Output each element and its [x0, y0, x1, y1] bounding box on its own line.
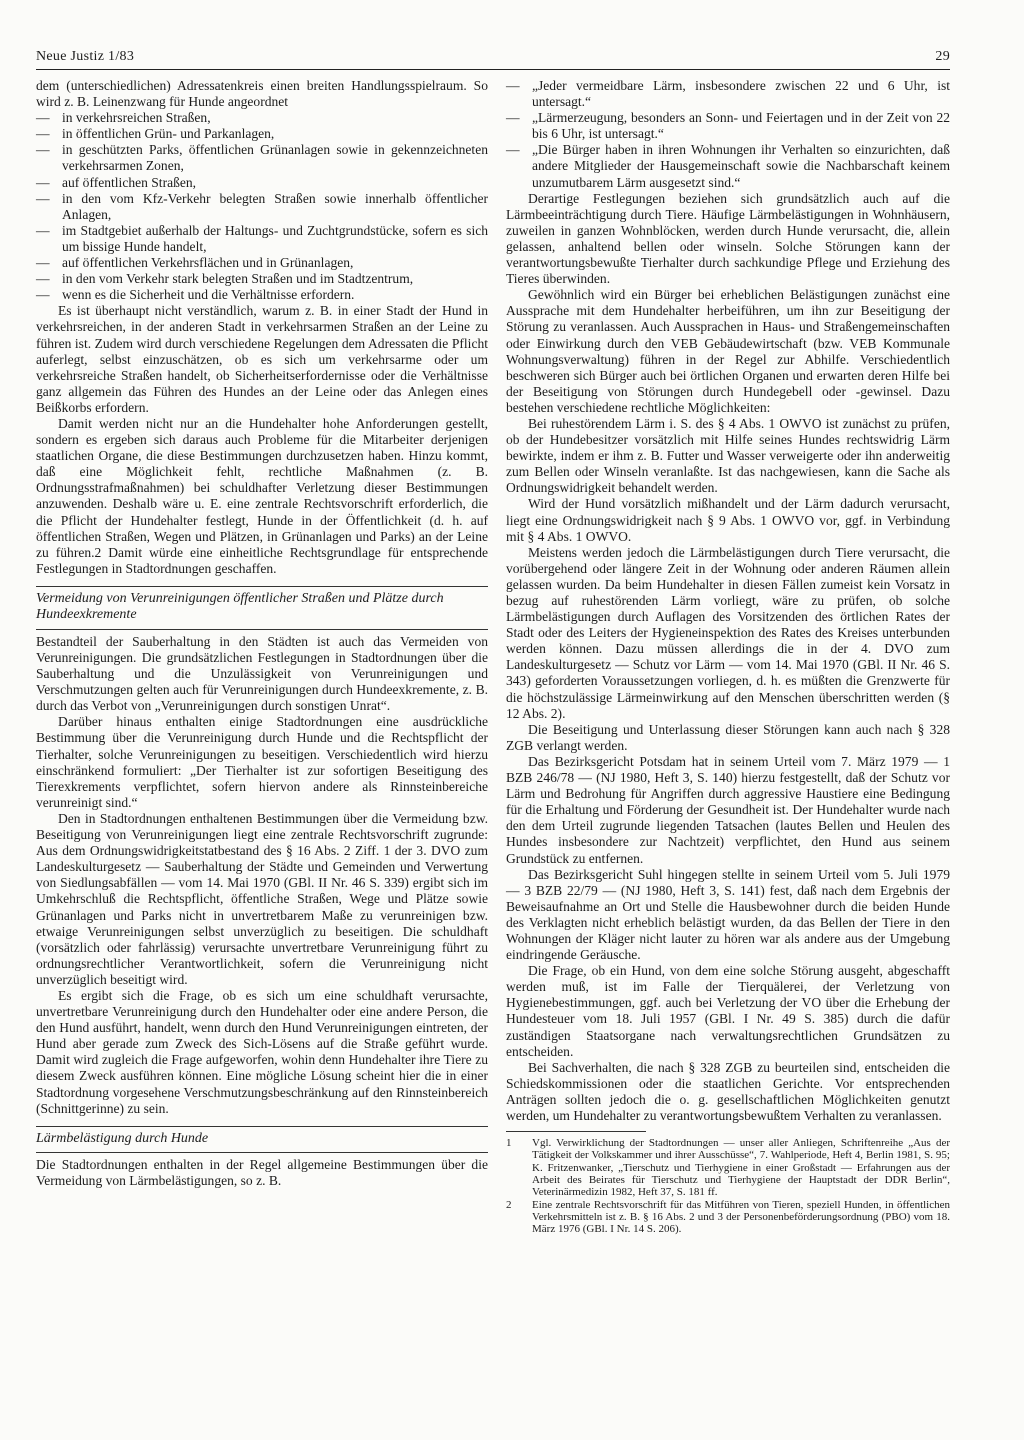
paragraph: Derartige Festlegungen beziehen sich grundsätzlich auch auf die Lärmbeeinträchtigung durch Tiere. Häufige Lärmbelästigungen in Wohnhäusern, zuweilen in ganzen Wohnblöcken, werden durch Hunde verursacht, die, allein gelassen, anhaltend bellen oder winseln. Solche Störungen kann der verantwortungsbewußte Tierhalter durch sachkundige Pflege und Erziehung des Tieres überwinden. — [506, 190, 950, 287]
list-item: — in den vom Verkehr stark belegten Straßen und im Stadtzentrum, — [36, 271, 488, 287]
list-item: — in verkehrsreichen Straßen, — [36, 110, 488, 126]
footnote-number: 2 — [506, 1198, 512, 1211]
page-number: 29 — [935, 49, 950, 64]
journal-title: Neue Justiz 1/83 — [36, 49, 135, 64]
header-rule — [36, 69, 950, 70]
noise-quotes-list — [506, 78, 950, 191]
footnote-text: Vgl. Verwirklichung der Stadtordnungen — unser aller Anliegen, Schriftenreihe „Aus der Tätigkeit der Volkskammer und ihrer Ausschüsse“, 7. Wahlperiode, Heft 4, Berlin 1981, S. 95; K. Fritzenwanker, „Tierschutz und Tierhygiene in einer Großstadt — Erfahrungen aus der Arbeit des Beirates für Tierschutz und Tierhygiene der Hauptstadt der DDR Berlin“, Veterinärmedizin 1982, Heft 37, S. 181 ff. — [532, 1137, 950, 1199]
section-heading: Lärmbelästigung durch Hunde — [36, 1126, 488, 1154]
paragraph: Es ergibt sich die Frage, ob es sich um eine schuldhaft verursachte, unvertretbare Verunreinigung durch den Hundehalter oder eine andere Person, die den Hund ausführt, handelt, wenn durch den Hund Verunreinigungen eintreten, der Hund aber gerade zum Zweck des Sich-Lösens auf die Straße geführt wurde. Damit wird zugleich die Frage aufgeworfen, wohin denn Hundehalter ihre Tiere zu diesem Zweck ausführen können. Eine mögliche Lösung scheint hier die in einer Stadtordnung vorgesehene Verschmutzungsbeschränkung auf den Rinnsteinbereich (Schnittgerinne) zu sein. — [36, 987, 488, 1116]
right-column — [506, 78, 950, 1235]
footnote-text: Eine zentrale Rechtsvorschrift für das Mitführen von Tieren, speziell Hunden, in öffentlichen Verkehrsmitteln ist z. B. § 16 Abs. 2 und 3 der Personenbeförderungsordnung (PBO) vom 18. März 1976 (GBl. I Nr. 14 S. 206). — [532, 1198, 950, 1236]
paragraph: Bei ruhestörendem Lärm i. S. des § 4 Abs. 1 OWVO ist zunächst zu prüfen, ob der Hundebesitzer vorsätzlich mit Hilfe seines Hundes rechtswidrig Lärm bewirkte, indem er ihm z. B. Futter und Wasser verweigerte oder ihn anderweitig zum Bellen oder Winseln veranlaßte. Ist das nachgewiesen, kann die Sache als Ordnungswidrigkeit behandelt werden. — [506, 415, 950, 496]
list-item: — in den vom Kfz-Verkehr belegten Straßen sowie innerhalb öffentlicher Anlagen, — [36, 191, 488, 223]
list-item: — „Jeder vermeidbare Lärm, insbesondere zwischen 22 und 6 Uhr, ist untersagt.“ — [506, 78, 950, 110]
paragraph: Bestandteil der Sauberhaltung in den Städten ist auch das Vermeiden von Verunreinigungen. Die grundsätzlichen Festlegungen in Stadtordnungen über die Sauberhaltung und die Unzulässigkeit von Verunreinigungen und Verschmutzungen gelten auch für Verunreinigungen durch Hundeexkremente, z. B. durch das Verbot von „Verunreinigungen durch sonstigen Unrat“. — [36, 633, 488, 714]
list-item: — „Lärmerzeugung, besonders an Sonn- und Feiertagen und in der Zeit von 22 bis 6 Uhr, ist untersagt.“ — [506, 110, 950, 142]
list-item: — auf öffentlichen Straßen, — [36, 175, 488, 191]
paragraph: Darüber hinaus enthalten einige Stadtordnungen eine ausdrückliche Bestimmung über die Verunreinigung durch Hunde und die Rechtspflicht der Tierhalter, solche Verunreinigungen zu beseitigen. Verschiedentlich wird hierzu einschränkend formuliert: „Der Tierhalter ist zur sofortigen Beseitigung des Tierexkrements verpflichtet, sofern hiervon andere als Rinnsteinbereiche verunreinigt sind.“ — [36, 714, 488, 810]
paragraph: Es ist überhaupt nicht verständlich, warum z. B. in einer Stadt der Hund in verkehrsreichen, in der anderen Stadt in verkehrsarmen Straßen an der Leine zu führen ist. Zudem wird durch verschiedene Regelungen dem Adressaten die Pflicht auferlegt, selbst einzuschätzen, ob es sich um verkehrsarme oder um verkehrsreiche Straßen handelt, ob Sicherheitserfordernisse oder die Verhältnisse ganz allgemein das Führen des Hundes an der Leine oder das Anlegen eines Beißkorbs erfordern. — [36, 303, 488, 415]
section-heading: Vermeidung von Verunreinigungen öffentlicher Straßen und Plätze durch Hundeexkremente — [36, 586, 488, 630]
paragraph: Den in Stadtordnungen enthaltenen Bestimmungen über die Vermeidung bzw. Beseitigung von Verunreinigungen liegt eine zentrale Rechtsvorschrift zugrunde: Aus dem Ordnungswidrigkeitstatbestand des § 16 Abs. 2 Ziff. 1 der 3. DVO zum Landeskulturgesetz — Sauberhaltung der Städte und Gemeinden und Verwertung von Siedlungsabfällen — vom 14. Mai 1970 (GBl. II Nr. 46 S. 339) ergibt sich im Umkehrschluß die Rechtspflicht, öffentliche Straßen, Wege und Plätze sowie Grünanlagen und Parks nicht in unvertretbarem Maße zu verunreinigen bzw. etwaige Verunreinigungen selbst unverzüglich zu beseitigen. Die schuldhaft (vorsätzlich oder fahrlässig) verursachte unvertretbare Verunreinigung führt zu ordnungsrechtlicher Verantwortlichkeit, sofern die Verunreinigung nicht unverzüglich beseitigt wird. — [36, 810, 488, 987]
list-item: — in geschützten Parks, öffentlichen Grünanlagen sowie in gekennzeichneten verkehrsarmen Zonen, — [36, 142, 488, 174]
footnote — [506, 1137, 950, 1198]
paragraph: Die Beseitigung und Unterlassung dieser Störungen kann auch nach § 328 ZGB verlangt werden. — [506, 721, 950, 753]
page-header — [36, 43, 950, 67]
paragraph: Bei Sachverhalten, die nach § 328 ZGB zu beurteilen sind, entscheiden die Schiedskommissionen oder die staatlichen Gerichte. Vor entsprechenden Anträgen sollten jedoch die o. g. gesellschaftlichen Möglichkeiten genutzt werden, um Hundehalter zu verantwortungsbewußtem Verhalten zu veranlassen. — [506, 1059, 950, 1123]
paragraph: Das Bezirksgericht Potsdam hat in seinem Urteil vom 7. März 1979 — 1 BZB 246/78 — (NJ 1980, Heft 3, S. 140) hierzu festgestellt, daß der Schutz vor Lärm und Bedrohung für Angriffen durch aggressive Haustiere eine Bedingung für die Erhaltung und Förderung der Gesundheit ist. Der Hundehalter wurde nach den dem Urteil zugrunde liegenden Tatsachen (lautes Bellen und Heulen des Hundes insbesondere zur Nachtzeit) verpflichtet, den Hund aus seinem Grundstück zu entfernen. — [506, 753, 950, 866]
list-item: — auf öffentlichen Verkehrsflächen und in Grünanlagen, — [36, 255, 488, 271]
footnote-rule — [506, 1131, 646, 1132]
paragraph: Das Bezirksgericht Suhl hingegen stellte in seinem Urteil vom 5. Juli 1979 — 3 BZB 22/79 — (NJ 1980, Heft 3, S. 141) fest, daß nach dem Ergebnis der Beweisaufnahme an Ort und Stelle die Hausbewohner durch die beiden Hunde des Verklagten nicht erheblich belästigt wurden, da das Bellen der Tiere in den Wohnungen der Kläger nicht lauter zu hören war als andere aus der Umgebung eindringende Geräusche. — [506, 866, 950, 963]
list-item: — wenn es die Sicherheit und die Verhältnisse erfordern. — [36, 287, 488, 303]
paragraph: Die Stadtordnungen enthalten in der Regel allgemeine Bestimmungen über die Vermeidung von Lärmbelästigungen, so z. B. — [36, 1157, 488, 1189]
left-column — [36, 78, 488, 1189]
list-item: — „Die Bürger haben in ihren Wohnungen ihr Verhalten so einzurichten, daß andere Mitglieder der Hausgemeinschaft sowie die Nachbarschaft keinem unzumutbarem Lärm ausgesetzt sind.“ — [506, 142, 950, 190]
paragraph: dem (unterschiedlichen) Adressatenkreis einen breiten Handlungsspielraum. So wird z. B. Leinenzwang für Hunde angeordnet — [36, 78, 488, 110]
paragraph: Gewöhnlich wird ein Bürger bei erheblichen Belästigungen zunächst eine Aussprache mit dem Hundehalter herbeiführen, um ihn zur Beseitigung der Störung zu veranlassen. Auch Aussprachen in Haus- und Straßengemeinschaften oder Einwirkung durch den VEB Gebäudewirtschaft (bzw. VEB Kommunale Wohnungsverwaltung) führen in der Regel zur Abhilfe. Verschiedentlich beschweren sich Bürger auch bei örtlichen Organen und erwarten deren Hilfe bei der Beseitigung von Störungen durch Hundegebell oder -gewinsel. Dazu bestehen verschiedene rechtliche Möglichkeiten: — [506, 287, 950, 415]
footnote-number: 1 — [506, 1137, 512, 1150]
footnote — [506, 1199, 950, 1236]
list-item: — im Stadtgebiet außerhalb der Haltungs- und Zuchtgrundstücke, sofern es sich um bissige Hunde handelt, — [36, 223, 488, 255]
list-item: — in öffentlichen Grün- und Parkanlagen, — [36, 126, 488, 142]
paragraph: Wird der Hund vorsätzlich mißhandelt und der Lärm dadurch verursacht, liegt eine Ordnungswidrigkeit nach § 9 Abs. 1 OWVO vor, ggf. in Verbindung mit § 4 Abs. 1 OWVO. — [506, 496, 950, 544]
paragraph: Die Frage, ob ein Hund, von dem eine solche Störung ausgeht, abgeschafft werden muß, ist im Falle der Tierquälerei, der Verletzung von Hygienebestimmungen, ggf. auch bei Verletzung der VO über die Erhebung der Hundesteuer vom 18. Juli 1957 (GBl. I Nr. 49 S. 385) durch die dafür zuständigen Staatsorgane nach verwaltungsrechtlichen Grundsätzen zu entscheiden. — [506, 963, 950, 1059]
paragraph: Meistens werden jedoch die Lärmbelästigungen durch Tiere verursacht, die vorübergehend oder längere Zeit in der Wohnung oder anderen Räumen allein gelassen wurden. Da beim Hundehalter in diesen Fällen zumeist kein Vorsatz in bezug auf ruhestörenden Lärm vorliegt, wäre zu prüfen, ob solche Lärmbelästigungen durch Auflagen des Vorsitzenden des örtlichen Rates der Stadt oder des Leiters der Hygieneinspektion des Rates des Kreises unterbunden werden können. Dazu müssen allerdings die in der 4. DVO zum Landeskulturgesetz — Schutz vor Lärm — vom 14. Mai 1970 (GBl. II Nr. 46 S. 343) geforderten Voraussetzungen vorliegen, d. h. es müßten die Grenzwerte für die höchstzulässige Lärmeinwirkung auf den Menschen überschritten werden (§ 12 Abs. 2). — [506, 544, 950, 721]
leash-rules-list — [36, 110, 488, 303]
paragraph: Damit werden nicht nur an die Hundehalter hohe Anforderungen gestellt, sondern es ergeben sich daraus auch Probleme für die Mitarbeiter derjenigen staatlichen Organe, die diese Bestimmungen durchzusetzen haben. Hinzu kommt, daß eine Möglichkeit fehlt, rechtliche Maßnahmen (z. B. Ordnungsstrafmaßnahmen) bei schuldhafter Verletzung dieser Bestimmungen anzuwenden. Deshalb wäre u. E. eine zentrale Rechtsvorschrift erforderlich, die die Pflicht der Hundehalter festlegt, Hunde in der Öffentlichkeit (d. h. auf öffentlichen Straßen, Wegen und Plätzen, in Grünanlagen und Parks) an der Leine zu führen.2 Damit würde eine einheitliche Rechtsgrundlage für entsprechende Festlegungen in Stadtordnungen geschaffen. — [36, 415, 488, 576]
